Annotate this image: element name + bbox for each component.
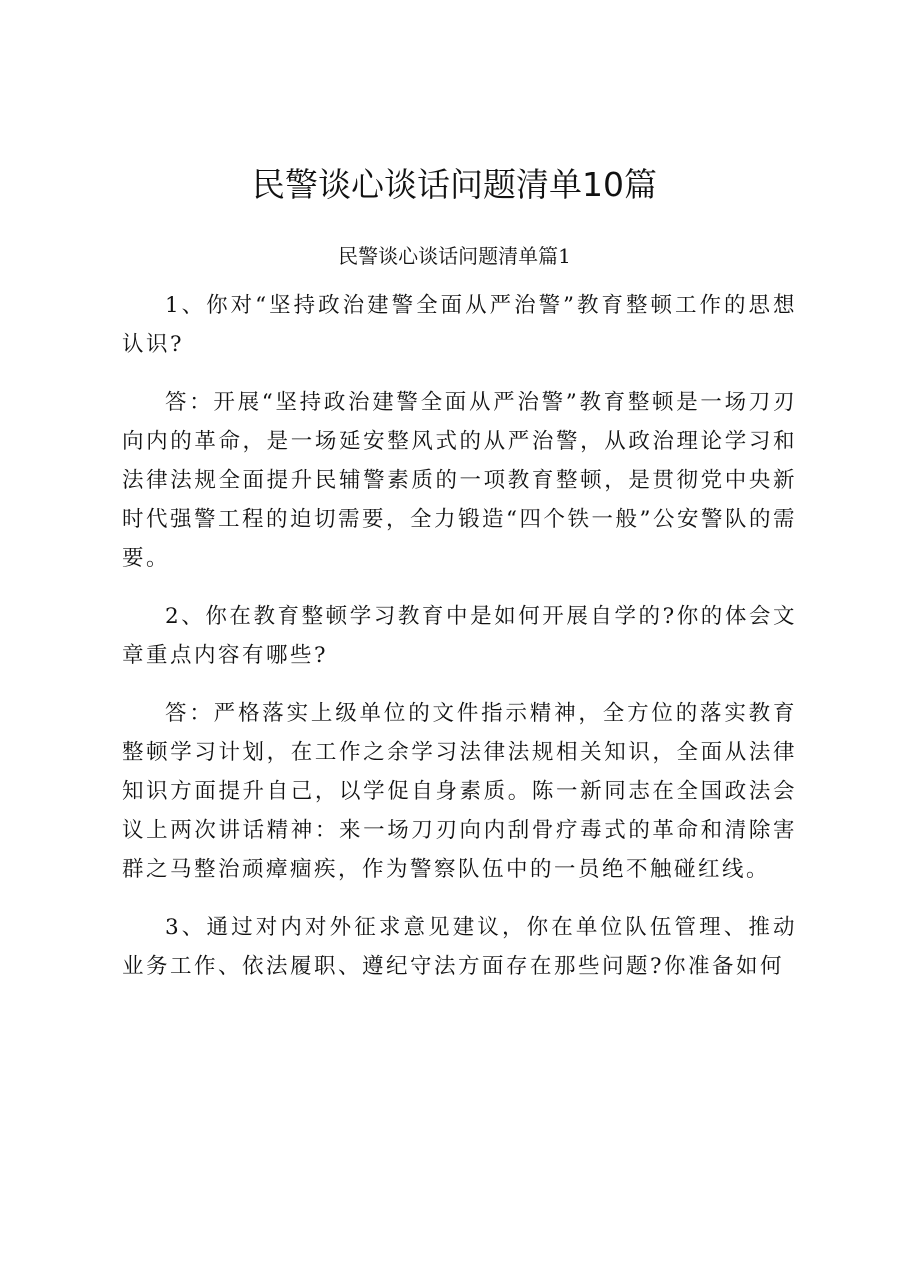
section-title-main: 民警谈心谈话问题清单: [338, 244, 539, 268]
answer-1: 答：开展“坚持政治建警全面从严治警”教育整顿是一场刀刃向内的革命，是一场延安整风式的从严治警，从政治理论学习和法律法规全面提升民辅警素质的一项教育整顿，是贯彻党中央新时代强警工程的迫切需要，全力锻造“四个铁一般”公安警队的需要。: [122, 390, 797, 571]
document-body: [122, 286, 797, 1005]
question-2: 2、你在教育整顿学习教育中是如何开展自学的?你的体会文章重点内容有哪些?: [122, 604, 797, 668]
document-title: 民警谈心谈话问题清单10篇: [252, 165, 657, 204]
question-3: 3、通过对内对外征求意见建议，你在单位队伍管理、推动业务工作、依法履职、遵纪守法方面存在那些问题?你准备如何: [122, 915, 797, 979]
answer-2: 答：严格落实上级单位的文件指示精神，全方位的落实教育整顿学习计划，在工作之余学习法律法规相关知识，全面从法律知识方面提升自己，以学促自身素质。陈一新同志在全国政法会议上两次讲话精神：来一场刀刃向内刮骨疗毒式的革命和清除害群之马整治顽瘴痼疾，作为警察队伍中的一员绝不触碰红线。: [122, 701, 797, 882]
section-title: [0, 240, 909, 272]
question-1: 1、你对“坚持政治建警全面从严治警”教育整顿工作的思想认识?: [122, 293, 797, 357]
section-title-suffix: 篇1: [538, 244, 571, 268]
